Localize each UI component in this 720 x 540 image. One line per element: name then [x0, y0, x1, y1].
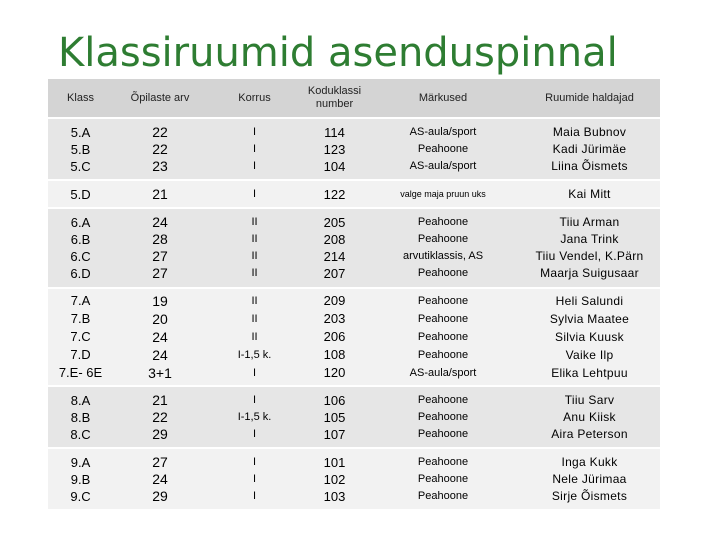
floor: II	[251, 216, 258, 228]
student-count: 24	[152, 329, 168, 345]
notes: Peahoone	[417, 267, 469, 279]
class-name: 5.C	[70, 158, 91, 174]
table-row	[48, 208, 660, 288]
floor: I	[252, 393, 257, 406]
room-number-cell	[302, 118, 367, 180]
floor: I	[252, 159, 257, 172]
floor: I	[252, 489, 257, 502]
student-count: 29	[152, 425, 168, 442]
room-number: 123	[323, 141, 346, 157]
room-admin: Inga Kukk	[561, 454, 618, 469]
notes: Peahoone	[417, 489, 469, 502]
student-count-cell	[113, 118, 207, 180]
room-number: 106	[323, 392, 346, 408]
floor: II	[251, 313, 258, 325]
notes: Peahoone	[417, 393, 469, 406]
class-name: 6.B	[70, 232, 91, 247]
student-count-cell	[113, 448, 207, 510]
student-count-cell	[113, 208, 207, 288]
room-admin: Kadi Jürimäe	[552, 141, 627, 156]
class-name-cell	[48, 118, 113, 180]
class-name-cell	[48, 180, 113, 208]
floor: II	[251, 267, 258, 279]
table-header-row	[48, 79, 660, 118]
student-count-cell	[113, 386, 207, 448]
notes: arvutiklassis, AS	[402, 250, 484, 262]
notes: Peahoone	[417, 142, 469, 155]
class-name: 5.B	[70, 141, 91, 157]
student-count: 28	[152, 231, 168, 247]
notes-cell	[367, 288, 519, 386]
header-room-line1: Koduklassi	[307, 85, 362, 97]
class-name: 9.C	[70, 488, 91, 504]
room-number: 104	[323, 158, 346, 174]
student-count: 23	[152, 157, 168, 174]
student-count-cell	[113, 180, 207, 208]
student-count: 24	[152, 470, 168, 487]
class-name: 7.A	[70, 293, 91, 308]
floor: I	[252, 427, 257, 440]
floor: II	[251, 331, 258, 343]
room-admin: Silvia Kuusk	[555, 330, 624, 344]
room-number: 103	[323, 488, 346, 504]
room-admin: Elika Lehtpuu	[551, 366, 628, 380]
floor: I	[252, 187, 257, 200]
room-number: 209	[323, 293, 346, 308]
floor: I	[252, 367, 257, 379]
table-row	[48, 180, 660, 208]
class-name: 7.E- 6E	[58, 365, 103, 380]
table-row	[48, 448, 660, 510]
notes: AS-aula/sport	[409, 159, 477, 172]
header-klass: Klass	[48, 79, 113, 118]
floor-cell	[207, 118, 302, 180]
class-name: 7.B	[70, 311, 91, 326]
header-floor: Korrus	[207, 79, 302, 118]
room-number: 205	[323, 215, 346, 230]
room-admin: Kai Mitt	[568, 186, 611, 201]
room-number-cell	[302, 448, 367, 510]
room-admin-cell	[519, 288, 660, 386]
room-admin: Sirje Õismets	[551, 488, 628, 503]
room-number: 108	[323, 347, 346, 362]
room-admin: Anu Kiisk	[563, 409, 616, 424]
room-admin-cell	[519, 118, 660, 180]
notes: Peahoone	[417, 313, 469, 325]
student-count: 29	[152, 487, 168, 504]
header-notes: Märkused	[367, 79, 519, 118]
floor-cell	[207, 208, 302, 288]
floor-cell	[207, 386, 302, 448]
student-count: 22	[152, 408, 168, 425]
room-admin-cell	[519, 386, 660, 448]
class-name: 7.D	[70, 347, 91, 362]
class-name: 7.C	[70, 329, 91, 344]
room-admin: Tiiu Sarv	[564, 392, 615, 407]
room-number: 107	[323, 426, 346, 442]
room-number: 214	[323, 249, 346, 264]
room-admin: Maia Bubnov	[552, 124, 627, 139]
room-admin: Jana Trink	[560, 232, 619, 246]
student-count: 3+1	[148, 365, 172, 381]
floor-cell	[207, 288, 302, 386]
room-admin: Heli Salundi	[555, 294, 624, 308]
student-count-cell	[113, 288, 207, 386]
floor: I-1,5 k.	[237, 410, 272, 423]
floor: I	[252, 472, 257, 485]
notes: Peahoone	[417, 233, 469, 245]
class-name: 5.A	[70, 124, 91, 140]
floor: I-1,5 k.	[237, 349, 272, 361]
floor: II	[251, 233, 258, 245]
notes: Peahoone	[417, 216, 469, 228]
room-admin: Tiiu Vendel, K.Pärn	[535, 249, 644, 263]
class-name: 6.C	[70, 249, 91, 264]
class-name-cell	[48, 288, 113, 386]
student-count: 20	[152, 311, 168, 327]
room-number: 120	[323, 365, 346, 380]
notes: AS-aula/sport	[409, 367, 477, 379]
floor: II	[251, 250, 258, 262]
class-name-cell	[48, 448, 113, 510]
notes-cell	[367, 180, 519, 208]
room-number-cell	[302, 180, 367, 208]
student-count: 27	[152, 248, 168, 264]
notes: AS-aula/sport	[409, 125, 477, 138]
student-count: 21	[152, 185, 168, 202]
notes-cell	[367, 448, 519, 510]
classrooms-table	[48, 79, 660, 511]
room-number: 105	[323, 409, 346, 425]
room-number: 114	[324, 124, 345, 140]
room-admin-cell	[519, 208, 660, 288]
room-number: 101	[323, 454, 346, 470]
room-number: 206	[323, 329, 346, 344]
room-admin: Vaike Ilp	[565, 348, 614, 362]
notes: Peahoone	[417, 331, 469, 343]
notes: Peahoone	[417, 295, 469, 307]
floor-cell	[207, 180, 302, 208]
notes-cell	[367, 386, 519, 448]
room-admin-cell	[519, 448, 660, 510]
floor: I	[252, 142, 257, 155]
student-count: 19	[152, 293, 168, 309]
class-name: 8.C	[70, 426, 91, 442]
notes: Peahoone	[417, 349, 469, 361]
class-name-cell	[48, 208, 113, 288]
floor: I	[252, 455, 257, 468]
room-number: 207	[323, 266, 346, 281]
student-count: 24	[152, 214, 168, 230]
class-name: 8.B	[70, 409, 91, 425]
room-number: 122	[323, 186, 346, 202]
class-name: 6.D	[70, 266, 91, 281]
student-count: 22	[152, 140, 168, 157]
student-count: 22	[152, 123, 168, 140]
notes: Peahoone	[417, 427, 469, 440]
table-row	[48, 288, 660, 386]
room-admin: Liina Õismets	[551, 158, 628, 173]
table-row	[48, 118, 660, 180]
header-room-number	[302, 79, 367, 118]
notes-cell	[367, 118, 519, 180]
room-number-cell	[302, 288, 367, 386]
class-name: 6.A	[70, 215, 91, 230]
header-room-line2: number	[315, 98, 354, 110]
student-count: 27	[152, 453, 168, 470]
room-admin-cell	[519, 180, 660, 208]
room-number: 102	[323, 471, 346, 487]
table-row	[48, 386, 660, 448]
student-count: 27	[152, 265, 168, 281]
floor-cell	[207, 448, 302, 510]
room-number-cell	[302, 386, 367, 448]
room-number-cell	[302, 208, 367, 288]
class-name: 9.B	[70, 471, 91, 487]
notes-cell	[367, 208, 519, 288]
student-count: 24	[152, 347, 168, 363]
slide-title: Klassiruumid asenduspinnal	[58, 30, 618, 76]
header-students: Õpilaste arv	[113, 79, 207, 118]
notes: Peahoone	[417, 455, 469, 468]
room-admin: Aira Peterson	[551, 426, 628, 441]
room-admin: Maarja Suigusaar	[540, 266, 639, 280]
class-name: 8.A	[70, 392, 91, 408]
notes: valge maja pruun uks	[400, 188, 486, 199]
notes: Peahoone	[417, 472, 469, 485]
header-admin: Ruumide haldajad	[519, 79, 660, 118]
room-number: 203	[323, 311, 346, 326]
floor: I	[252, 125, 257, 138]
student-count: 21	[152, 391, 168, 408]
class-name: 9.A	[70, 454, 91, 470]
class-name: 5.D	[70, 186, 91, 202]
room-number: 208	[323, 232, 346, 247]
room-admin: Tiiu Arman	[559, 215, 620, 229]
floor: II	[251, 295, 258, 307]
room-admin: Nele Jürimaa	[552, 471, 627, 486]
room-admin: Sylvia Maatee	[549, 312, 630, 326]
notes: Peahoone	[417, 410, 469, 423]
class-name-cell	[48, 386, 113, 448]
